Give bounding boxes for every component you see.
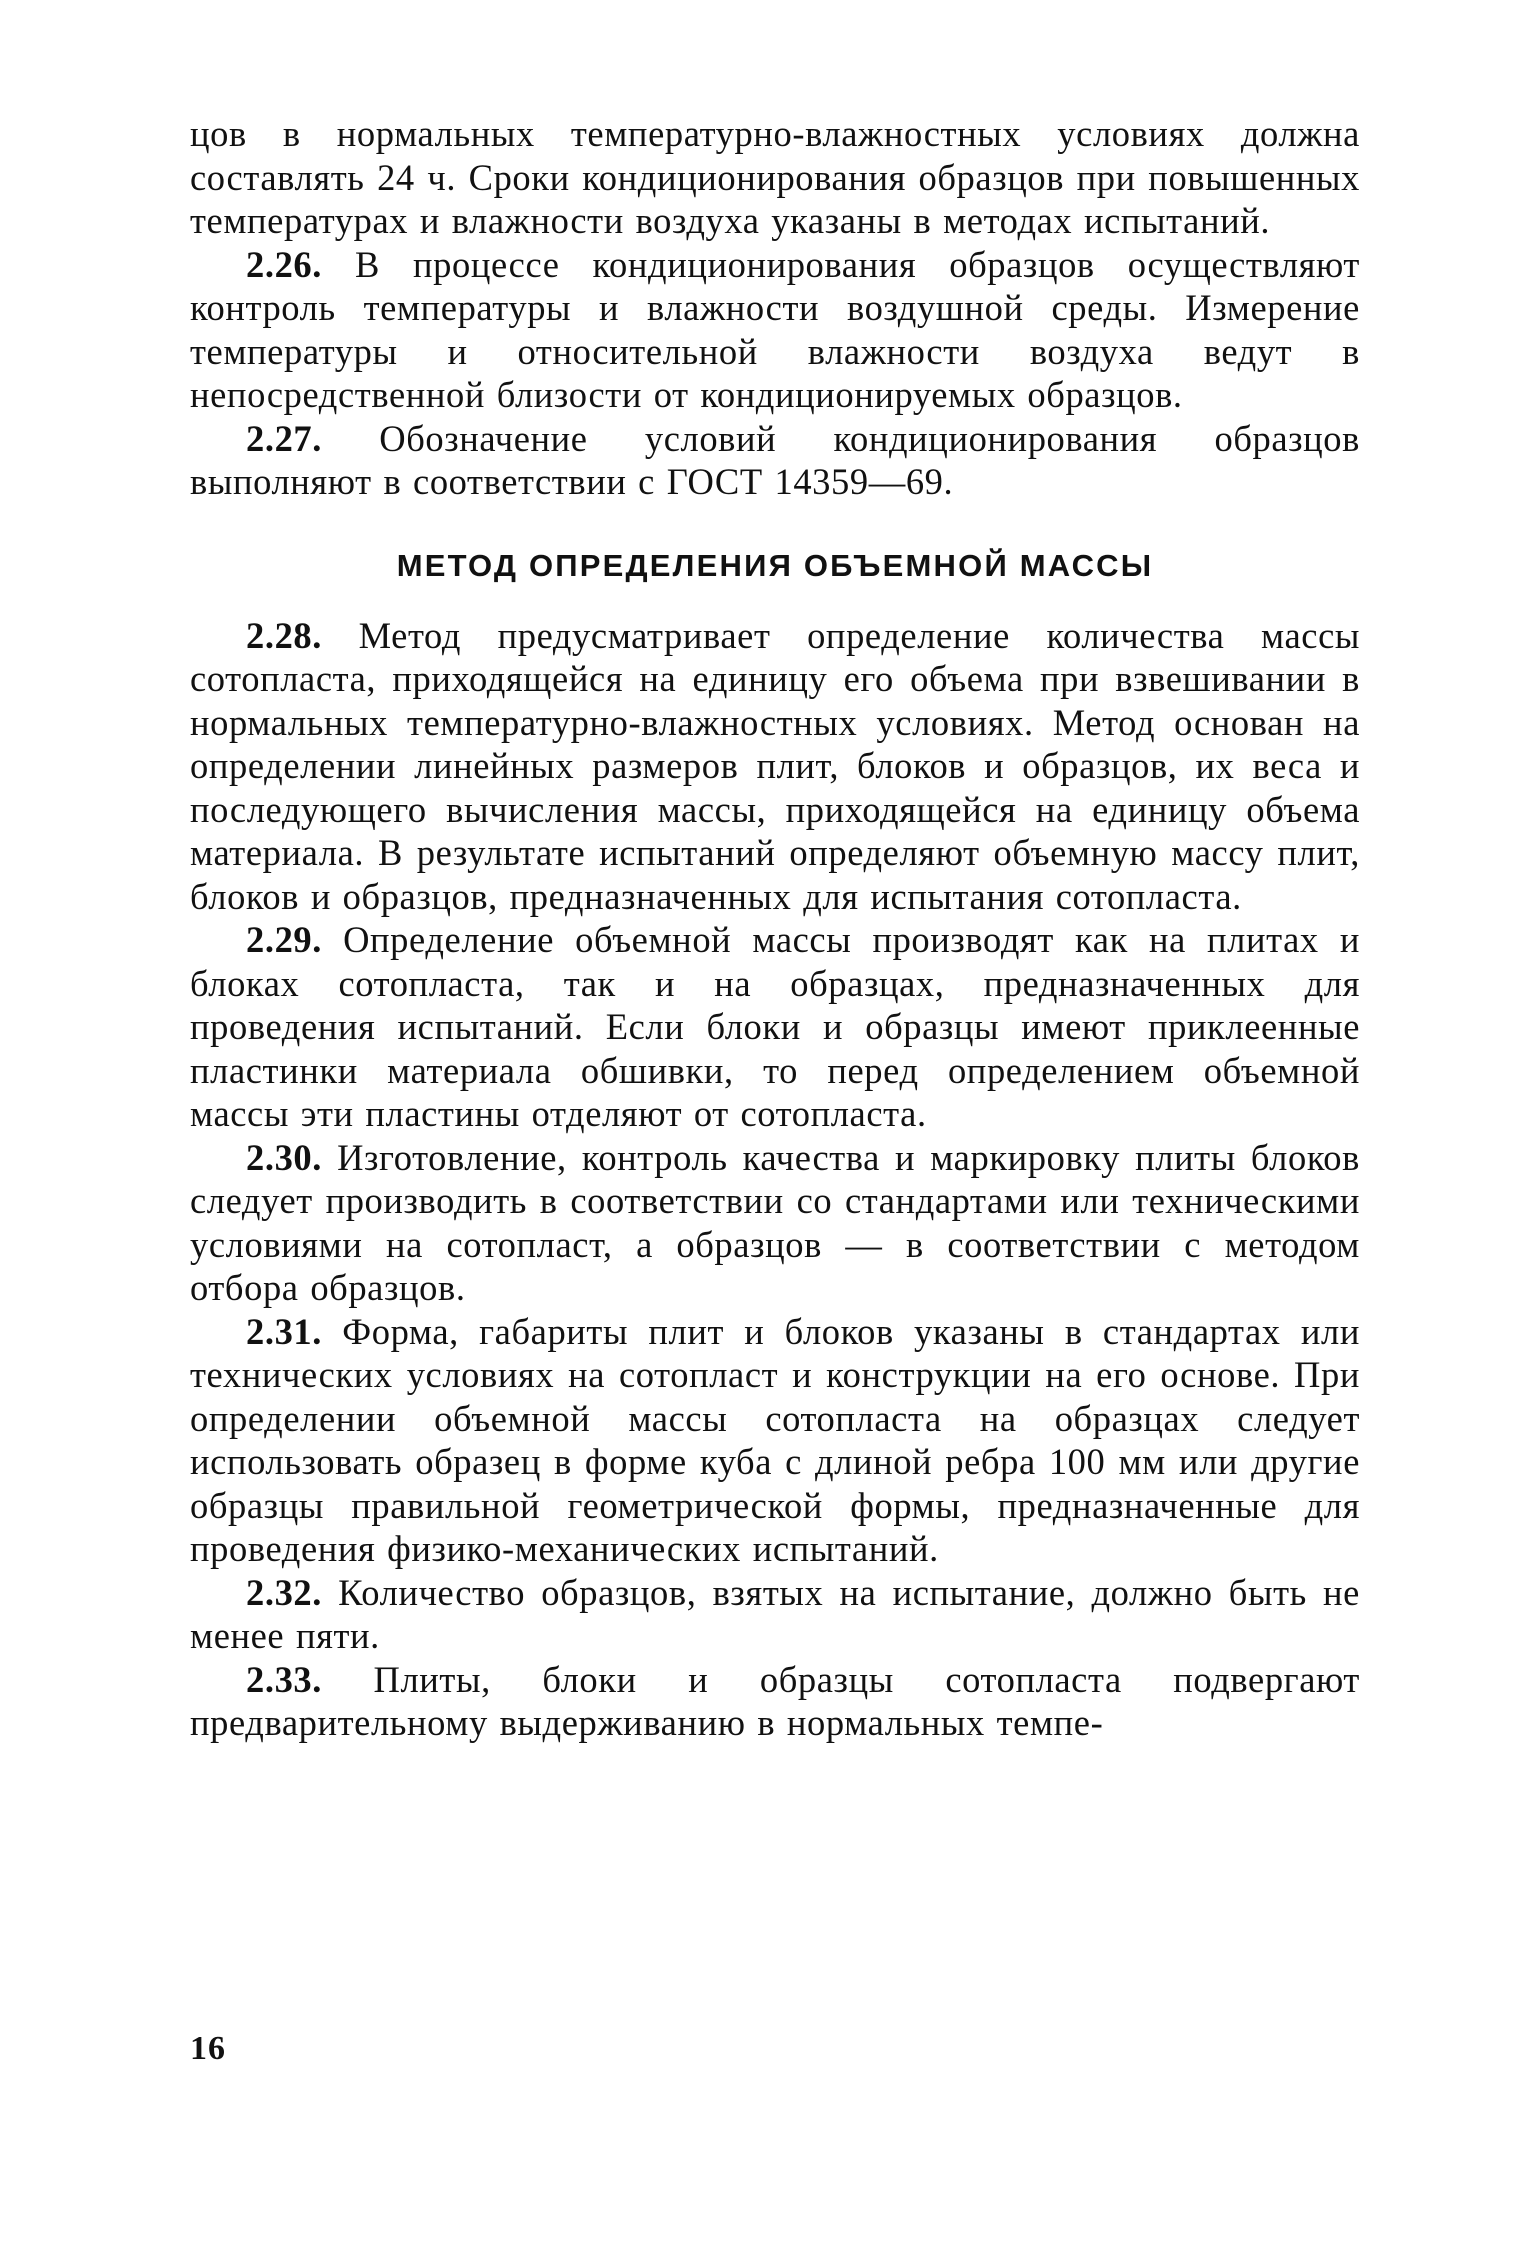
clause-2-26 xyxy=(190,243,1360,417)
clause-number: 2.29. xyxy=(246,919,322,960)
clause-number: 2.31. xyxy=(246,1310,322,1352)
clause-2-29 xyxy=(190,918,1360,1136)
clause-text: В процессе кондиционирования образцов осуществляют контроль температуры и влажности воздушной среды. Измерение температуры и относительной влажности воздуха ведут в непосредственной близости от кондиционируемых образцов. xyxy=(190,243,1360,415)
clause-number: 2.32. xyxy=(246,1571,322,1613)
document-page xyxy=(190,112,1360,1745)
continuation-paragraph: цов в нормальных температурно-влажностных условиях должна составлять 24 ч. Сроки кондиционирования образцов при повышенных температурах и влажности воздуха указаны в методах испытаний. xyxy=(190,113,1360,241)
clause-number: 2.27. xyxy=(246,417,322,459)
clause-number: 2.33. xyxy=(246,1658,322,1700)
clause-2-28 xyxy=(190,614,1360,919)
clause-text: Форма, габариты плит и блоков указаны в стандартах или технических условиях на сотопласт и конструкции на его основе. При определении объемной массы сотопласта на образцах следует использовать образец в форме куба с длиной ребра 100 мм или другие образцы правильной геометрической формы, предназначенные для проведения физико-механических испытаний. xyxy=(190,1310,1360,1569)
clause-2-31 xyxy=(190,1310,1360,1571)
clause-text: Обозначение условий кондиционирования образцов выполняют в соответствии с ГОСТ 14359—69. xyxy=(190,417,1360,502)
clause-2-33 xyxy=(190,1658,1360,1745)
clause-text: Количество образцов, взятых на испытание, должно быть не менее пяти. xyxy=(190,1571,1360,1656)
clause-text: Плиты, блоки и образцы сотопласта подвергают предварительному выдерживанию в нормальных темпе- xyxy=(190,1658,1360,1743)
clause-2-27 xyxy=(190,417,1360,504)
clause-2-32 xyxy=(190,1571,1360,1658)
section-heading: МЕТОД ОПРЕДЕЛЕНИЯ ОБЪЕМНОЙ МАССЫ xyxy=(396,547,1154,583)
clause-number: 2.26. xyxy=(246,243,322,285)
clause-number: 2.28. xyxy=(246,614,322,656)
clause-text: Метод предусматривает определение количества массы сотопласта, приходящейся на единицу его объема при взвешивании в нормальных температурно-влажностных условиях. Метод основан на определении линейных размеров плит, блоков и образцов, их веса и последующего вычисления массы, приходящейся на единицу объема материала. В результате испытаний определяют объемную массу плит, блоков и образцов, предназначенных для испытания сотопласта. xyxy=(190,614,1360,917)
clause-2-30 xyxy=(190,1136,1360,1310)
clause-text: Определение объемной массы производят как на плитах и блоках сотопласта, так и на образцах, предназначенных для проведения испытаний. Если блоки и образцы имеют приклеенные пластинки материала обшивки, то перед определением объемной массы эти пластины отделяют от сотопласта. xyxy=(190,919,1360,1134)
page-number: 16 xyxy=(190,2030,226,2067)
clause-text: Изготовление, контроль качества и маркировку плиты блоков следует производить в соответствии со стандартами или техническими условиями на сотопласт, а образцов — в соответствии с методом отбора образцов. xyxy=(190,1136,1360,1308)
clause-number: 2.30. xyxy=(246,1136,322,1178)
